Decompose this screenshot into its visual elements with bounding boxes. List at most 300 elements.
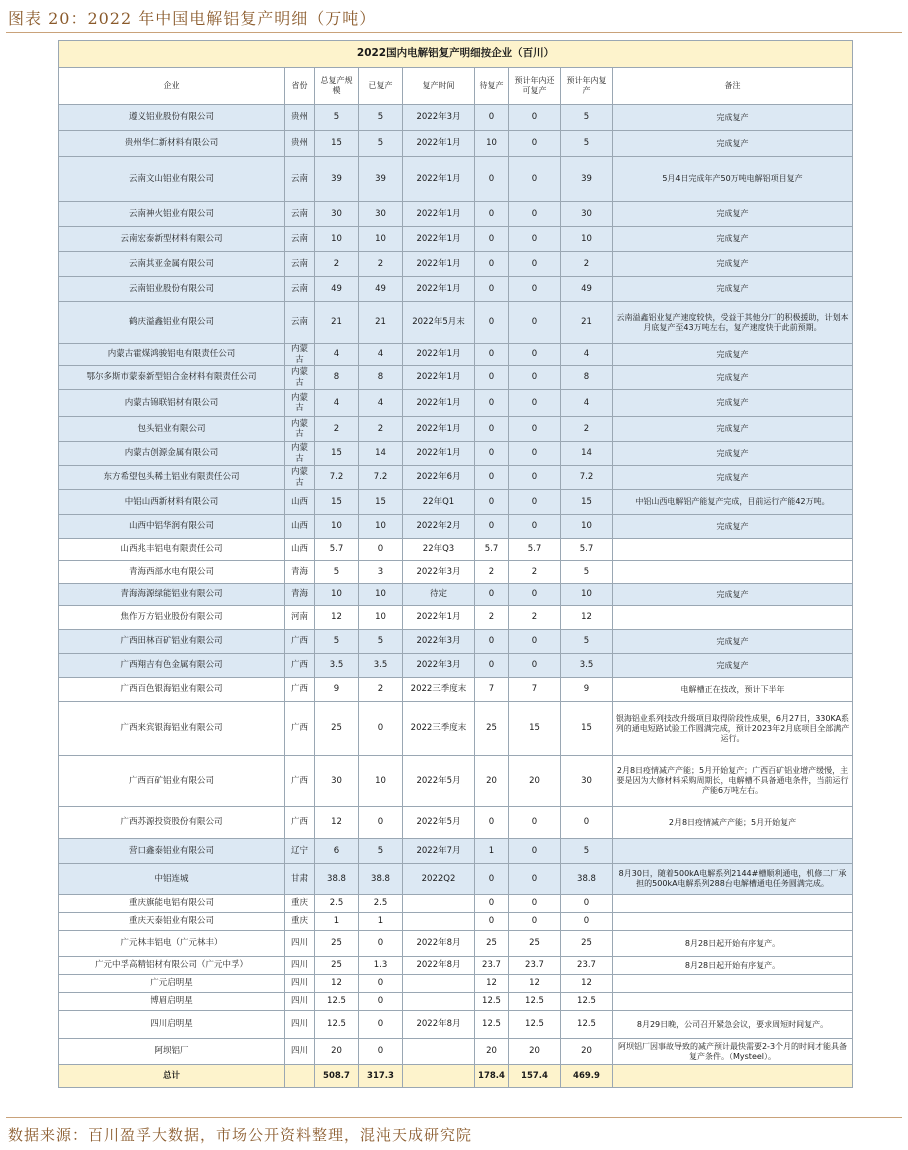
cell-resume-time: 2022年1月 (403, 252, 475, 277)
cell-expected-total: 7.2 (561, 466, 613, 490)
restart-detail-table (58, 40, 853, 1088)
total-cell (285, 1065, 315, 1088)
total-row (59, 1065, 853, 1088)
table-row (59, 131, 853, 157)
cell-expected-total: 30 (561, 756, 613, 807)
cell-total-scale: 7.2 (315, 466, 359, 490)
cell-company: 云南神火铝业有限公司 (59, 202, 285, 227)
total-label: 总计 (59, 1065, 285, 1088)
cell-province: 云南 (285, 202, 315, 227)
cell-resume-time: 2022年8月 (403, 931, 475, 957)
cell-resumed: 10 (359, 227, 403, 252)
cell-total-scale: 39 (315, 157, 359, 202)
table-row (59, 157, 853, 202)
cell-expected-more: 0 (509, 442, 561, 466)
cell-pending: 0 (475, 344, 509, 366)
cell-company: 鹤庆溢鑫铝业有限公司 (59, 302, 285, 344)
cell-pending: 20 (475, 756, 509, 807)
cell-pending: 0 (475, 864, 509, 895)
cell-pending: 0 (475, 277, 509, 302)
bottom-divider (6, 1117, 902, 1118)
cell-resume-time: 2022年3月 (403, 630, 475, 654)
cell-resumed: 10 (359, 606, 403, 630)
cell-company: 遵义铝业股份有限公司 (59, 105, 285, 131)
cell-expected-total: 0 (561, 807, 613, 839)
cell-resume-time: 2022Q2 (403, 864, 475, 895)
cell-resume-time: 2022年1月 (403, 202, 475, 227)
cell-resumed: 0 (359, 975, 403, 993)
header-remarks: 备注 (613, 68, 853, 105)
cell-total-scale: 9 (315, 678, 359, 702)
header-company: 企业 (59, 68, 285, 105)
cell-total-scale: 2.5 (315, 895, 359, 913)
table-row (59, 561, 853, 584)
header-province: 省份 (285, 68, 315, 105)
cell-expected-more: 0 (509, 252, 561, 277)
cell-resumed: 10 (359, 584, 403, 606)
cell-province: 山西 (285, 539, 315, 561)
cell-resumed: 0 (359, 539, 403, 561)
cell-province: 广西 (285, 654, 315, 678)
cell-remarks: 完成复产 (613, 466, 853, 490)
cell-province: 内蒙古 (285, 466, 315, 490)
table-row (59, 344, 853, 366)
cell-resumed: 1.3 (359, 957, 403, 975)
cell-remarks (613, 561, 853, 584)
cell-province: 广西 (285, 678, 315, 702)
cell-province: 内蒙古 (285, 366, 315, 390)
cell-expected-total: 15 (561, 702, 613, 756)
cell-resumed: 5 (359, 105, 403, 131)
cell-expected-more: 7 (509, 678, 561, 702)
cell-province: 内蒙古 (285, 344, 315, 366)
cell-pending: 7 (475, 678, 509, 702)
cell-pending: 0 (475, 442, 509, 466)
cell-province: 贵州 (285, 105, 315, 131)
table-row (59, 490, 853, 515)
table-row (59, 606, 853, 630)
cell-resume-time: 2022年7月 (403, 839, 475, 864)
cell-company: 山西中铝华润有限公司 (59, 515, 285, 539)
cell-company: 云南宏泰新型材料有限公司 (59, 227, 285, 252)
top-divider (6, 32, 902, 33)
cell-expected-total: 9 (561, 678, 613, 702)
cell-pending: 20 (475, 1039, 509, 1065)
cell-company: 云南其亚金属有限公司 (59, 252, 285, 277)
table-row (59, 654, 853, 678)
cell-company: 广元中孚高精铝材有限公司（广元中孚） (59, 957, 285, 975)
cell-resume-time (403, 913, 475, 931)
cell-company: 青海海源绿能铝业有限公司 (59, 584, 285, 606)
cell-resumed: 2 (359, 252, 403, 277)
cell-expected-total: 5 (561, 561, 613, 584)
cell-total-scale: 3.5 (315, 654, 359, 678)
cell-resume-time: 2022年1月 (403, 277, 475, 302)
cell-company: 云南铝业股份有限公司 (59, 277, 285, 302)
table-row (59, 466, 853, 490)
cell-expected-more: 25 (509, 931, 561, 957)
cell-company: 中铝山西新材料有限公司 (59, 490, 285, 515)
cell-expected-more: 23.7 (509, 957, 561, 975)
cell-resumed: 14 (359, 442, 403, 466)
cell-remarks: 完成复产 (613, 202, 853, 227)
cell-total-scale: 10 (315, 227, 359, 252)
cell-expected-more: 15 (509, 702, 561, 756)
cell-pending: 0 (475, 390, 509, 417)
header-expected-total: 预计年内复产 (561, 68, 613, 105)
cell-pending: 12.5 (475, 1011, 509, 1039)
cell-province: 贵州 (285, 131, 315, 157)
cell-resumed: 7.2 (359, 466, 403, 490)
cell-expected-total: 38.8 (561, 864, 613, 895)
cell-province: 青海 (285, 561, 315, 584)
cell-resume-time: 2022年5月末 (403, 302, 475, 344)
cell-expected-total: 12.5 (561, 993, 613, 1011)
cell-expected-total: 21 (561, 302, 613, 344)
cell-expected-more: 0 (509, 584, 561, 606)
cell-remarks: 完成复产 (613, 442, 853, 466)
cell-resume-time: 2022年1月 (403, 131, 475, 157)
cell-province: 云南 (285, 227, 315, 252)
cell-province: 甘肃 (285, 864, 315, 895)
cell-expected-more: 20 (509, 1039, 561, 1065)
cell-province: 云南 (285, 252, 315, 277)
cell-pending: 0 (475, 302, 509, 344)
cell-company: 内蒙古锦联铝材有限公司 (59, 390, 285, 417)
cell-remarks (613, 993, 853, 1011)
cell-resumed: 1 (359, 913, 403, 931)
table-row (59, 931, 853, 957)
cell-pending: 25 (475, 702, 509, 756)
cell-company: 鄂尔多斯市蒙泰新型铝合金材料有限责任公司 (59, 366, 285, 390)
cell-total-scale: 25 (315, 702, 359, 756)
cell-resume-time: 2022年1月 (403, 606, 475, 630)
cell-province: 山西 (285, 490, 315, 515)
table-row (59, 442, 853, 466)
cell-resume-time: 待定 (403, 584, 475, 606)
cell-company: 焦作万方铝业股份有限公司 (59, 606, 285, 630)
cell-remarks: 完成复产 (613, 344, 853, 366)
cell-remarks: 5月4日完成年产50万吨电解铝项目复产 (613, 157, 853, 202)
cell-pending: 12 (475, 975, 509, 993)
cell-expected-more: 0 (509, 807, 561, 839)
cell-resume-time: 2022年3月 (403, 105, 475, 131)
cell-province: 广西 (285, 756, 315, 807)
cell-resumed: 2 (359, 678, 403, 702)
cell-company: 内蒙古创源金属有限公司 (59, 442, 285, 466)
cell-pending: 0 (475, 630, 509, 654)
total-expected-total: 469.9 (561, 1065, 613, 1088)
cell-resume-time: 2022年1月 (403, 227, 475, 252)
table-title: 2022国内电解铝复产明细按企业（百川） (59, 41, 853, 68)
cell-total-scale: 2 (315, 252, 359, 277)
cell-expected-total: 0 (561, 913, 613, 931)
cell-expected-total: 39 (561, 157, 613, 202)
cell-total-scale: 5 (315, 561, 359, 584)
cell-total-scale: 8 (315, 366, 359, 390)
cell-expected-total: 23.7 (561, 957, 613, 975)
cell-pending: 2 (475, 606, 509, 630)
cell-province: 内蒙古 (285, 390, 315, 417)
cell-remarks (613, 913, 853, 931)
cell-expected-more: 0 (509, 913, 561, 931)
cell-total-scale: 6 (315, 839, 359, 864)
cell-remarks: 电解槽正在技改，预计下半年 (613, 678, 853, 702)
cell-expected-more: 2 (509, 606, 561, 630)
cell-expected-more: 20 (509, 756, 561, 807)
cell-expected-more: 0 (509, 344, 561, 366)
cell-total-scale: 49 (315, 277, 359, 302)
table-row (59, 839, 853, 864)
cell-remarks: 8月28日起开始有序复产。 (613, 931, 853, 957)
cell-company: 内蒙古霍煤鸿骏铝电有限责任公司 (59, 344, 285, 366)
cell-remarks: 完成复产 (613, 630, 853, 654)
cell-resumed: 4 (359, 344, 403, 366)
cell-remarks: 完成复产 (613, 654, 853, 678)
cell-expected-total: 15 (561, 490, 613, 515)
cell-resumed: 0 (359, 807, 403, 839)
table-row (59, 227, 853, 252)
cell-remarks: 完成复产 (613, 252, 853, 277)
total-pending: 178.4 (475, 1065, 509, 1088)
cell-pending: 0 (475, 807, 509, 839)
cell-pending: 2 (475, 561, 509, 584)
cell-expected-total: 30 (561, 202, 613, 227)
cell-province: 内蒙古 (285, 442, 315, 466)
cell-resumed: 5 (359, 839, 403, 864)
cell-company: 营口鑫泰铝业有限公司 (59, 839, 285, 864)
cell-province: 山西 (285, 515, 315, 539)
cell-remarks: 完成复产 (613, 277, 853, 302)
total-scale: 508.7 (315, 1065, 359, 1088)
cell-expected-total: 12 (561, 975, 613, 993)
cell-resume-time: 2022年5月 (403, 807, 475, 839)
cell-resumed: 5 (359, 630, 403, 654)
cell-pending: 0 (475, 654, 509, 678)
cell-resume-time: 2022年1月 (403, 344, 475, 366)
cell-expected-more: 0 (509, 157, 561, 202)
table-row (59, 252, 853, 277)
cell-pending: 0 (475, 227, 509, 252)
total-resumed: 317.3 (359, 1065, 403, 1088)
cell-expected-more: 2 (509, 561, 561, 584)
cell-pending: 25 (475, 931, 509, 957)
cell-province: 广西 (285, 807, 315, 839)
table-row (59, 515, 853, 539)
table-row (59, 366, 853, 390)
cell-expected-total: 4 (561, 344, 613, 366)
cell-total-scale: 25 (315, 931, 359, 957)
cell-expected-total: 12 (561, 606, 613, 630)
cell-pending: 10 (475, 131, 509, 157)
cell-resumed: 10 (359, 515, 403, 539)
cell-expected-more: 0 (509, 277, 561, 302)
cell-remarks: 8月28日起开始有序复产。 (613, 957, 853, 975)
cell-expected-more: 0 (509, 630, 561, 654)
cell-expected-more: 0 (509, 839, 561, 864)
cell-total-scale: 25 (315, 957, 359, 975)
table-row (59, 807, 853, 839)
cell-company: 山西兆丰铝电有限责任公司 (59, 539, 285, 561)
cell-company: 广西来宾银海铝业有限公司 (59, 702, 285, 756)
cell-resumed: 5 (359, 131, 403, 157)
cell-resume-time: 2022年1月 (403, 417, 475, 442)
cell-expected-more: 0 (509, 202, 561, 227)
cell-pending: 0 (475, 252, 509, 277)
cell-company: 贵州华仁新材料有限公司 (59, 131, 285, 157)
cell-expected-total: 12.5 (561, 1011, 613, 1039)
cell-total-scale: 21 (315, 302, 359, 344)
cell-expected-total: 4 (561, 390, 613, 417)
cell-company: 广西百矿铝业有限公司 (59, 756, 285, 807)
table-row (59, 202, 853, 227)
cell-pending: 0 (475, 466, 509, 490)
cell-resume-time: 2022年3月 (403, 561, 475, 584)
cell-pending: 0 (475, 417, 509, 442)
cell-pending: 0 (475, 515, 509, 539)
cell-resumed: 2 (359, 417, 403, 442)
cell-remarks: 完成复产 (613, 390, 853, 417)
cell-expected-total: 10 (561, 515, 613, 539)
cell-remarks: 中铝山西电解铝产能复产完成，目前运行产能42万吨。 (613, 490, 853, 515)
cell-expected-total: 8 (561, 366, 613, 390)
cell-resumed: 4 (359, 390, 403, 417)
cell-resumed: 38.8 (359, 864, 403, 895)
cell-resume-time: 2022年1月 (403, 366, 475, 390)
cell-pending: 5.7 (475, 539, 509, 561)
cell-pending: 0 (475, 584, 509, 606)
cell-pending: 1 (475, 839, 509, 864)
cell-total-scale: 1 (315, 913, 359, 931)
cell-company: 广西翔吉有色金属有限公司 (59, 654, 285, 678)
cell-company: 重庆旗能电铝有限公司 (59, 895, 285, 913)
cell-province: 四川 (285, 975, 315, 993)
cell-expected-more: 0 (509, 227, 561, 252)
cell-total-scale: 5 (315, 630, 359, 654)
cell-expected-total: 5.7 (561, 539, 613, 561)
cell-company: 重庆天泰铝业有限公司 (59, 913, 285, 931)
cell-pending: 0 (475, 202, 509, 227)
cell-total-scale: 15 (315, 490, 359, 515)
header-resume-time: 复产时间 (403, 68, 475, 105)
cell-pending: 0 (475, 913, 509, 931)
cell-resumed: 15 (359, 490, 403, 515)
cell-resumed: 39 (359, 157, 403, 202)
cell-company: 东方希望包头稀土铝业有限责任公司 (59, 466, 285, 490)
cell-total-scale: 12 (315, 606, 359, 630)
cell-province: 重庆 (285, 913, 315, 931)
cell-resume-time: 22年Q1 (403, 490, 475, 515)
cell-remarks: 完成复产 (613, 515, 853, 539)
cell-total-scale: 12.5 (315, 993, 359, 1011)
cell-remarks (613, 539, 853, 561)
cell-remarks: 完成复产 (613, 417, 853, 442)
cell-expected-more: 0 (509, 366, 561, 390)
cell-province: 广西 (285, 630, 315, 654)
table-header-row (59, 68, 853, 105)
cell-pending: 0 (475, 490, 509, 515)
cell-company: 四川启明星 (59, 1011, 285, 1039)
cell-expected-total: 0 (561, 895, 613, 913)
cell-total-scale: 15 (315, 131, 359, 157)
cell-remarks: 完成复产 (613, 366, 853, 390)
cell-expected-more: 12.5 (509, 1011, 561, 1039)
cell-total-scale: 30 (315, 756, 359, 807)
cell-expected-more: 0 (509, 390, 561, 417)
cell-expected-total: 5 (561, 105, 613, 131)
cell-expected-more: 0 (509, 895, 561, 913)
cell-pending: 0 (475, 895, 509, 913)
table-row (59, 302, 853, 344)
header-total-scale: 总复产规模 (315, 68, 359, 105)
table-row (59, 1011, 853, 1039)
cell-total-scale: 4 (315, 344, 359, 366)
cell-company: 青海西部水电有限公司 (59, 561, 285, 584)
cell-expected-more: 0 (509, 490, 561, 515)
cell-company: 云南文山铝业有限公司 (59, 157, 285, 202)
cell-resume-time: 2022年8月 (403, 1011, 475, 1039)
total-cell (613, 1065, 853, 1088)
cell-pending: 0 (475, 157, 509, 202)
cell-expected-total: 2 (561, 252, 613, 277)
cell-expected-total: 5 (561, 630, 613, 654)
cell-province: 云南 (285, 157, 315, 202)
cell-province: 云南 (285, 277, 315, 302)
cell-resume-time (403, 993, 475, 1011)
cell-resume-time: 2022年6月 (403, 466, 475, 490)
cell-expected-more: 0 (509, 654, 561, 678)
cell-resumed: 30 (359, 202, 403, 227)
table-row (59, 756, 853, 807)
cell-province: 四川 (285, 957, 315, 975)
cell-resumed: 21 (359, 302, 403, 344)
cell-expected-more: 0 (509, 302, 561, 344)
cell-company: 广西百色银海铝业有限公司 (59, 678, 285, 702)
cell-province: 辽宁 (285, 839, 315, 864)
cell-remarks: 阿坝铝厂因事故导致的减产预计最快需要2-3个月的时间才能具备复产条件。（Mysteel）。 (613, 1039, 853, 1065)
table-row (59, 390, 853, 417)
cell-total-scale: 20 (315, 1039, 359, 1065)
cell-expected-more: 0 (509, 515, 561, 539)
cell-expected-more: 0 (509, 864, 561, 895)
table-row (59, 975, 853, 993)
cell-expected-total: 25 (561, 931, 613, 957)
cell-expected-total: 3.5 (561, 654, 613, 678)
cell-expected-total: 49 (561, 277, 613, 302)
cell-expected-more: 0 (509, 131, 561, 157)
cell-resumed: 0 (359, 1011, 403, 1039)
cell-total-scale: 12 (315, 975, 359, 993)
table-row (59, 702, 853, 756)
cell-total-scale: 2 (315, 417, 359, 442)
cell-total-scale: 12 (315, 807, 359, 839)
cell-expected-more: 5.7 (509, 539, 561, 561)
cell-resumed: 10 (359, 756, 403, 807)
source-note: 数据来源：百川盈孚大数据，市场公开资料整理，混沌天成研究院 (8, 1126, 473, 1144)
cell-expected-total: 10 (561, 584, 613, 606)
cell-company: 广西田林百矿铝业有限公司 (59, 630, 285, 654)
cell-total-scale: 30 (315, 202, 359, 227)
total-cell (403, 1065, 475, 1088)
cell-pending: 12.5 (475, 993, 509, 1011)
table-row (59, 864, 853, 895)
cell-expected-more: 12.5 (509, 993, 561, 1011)
cell-resumed: 8 (359, 366, 403, 390)
cell-province: 河南 (285, 606, 315, 630)
cell-total-scale: 12.5 (315, 1011, 359, 1039)
cell-expected-total: 14 (561, 442, 613, 466)
cell-resumed: 0 (359, 1039, 403, 1065)
